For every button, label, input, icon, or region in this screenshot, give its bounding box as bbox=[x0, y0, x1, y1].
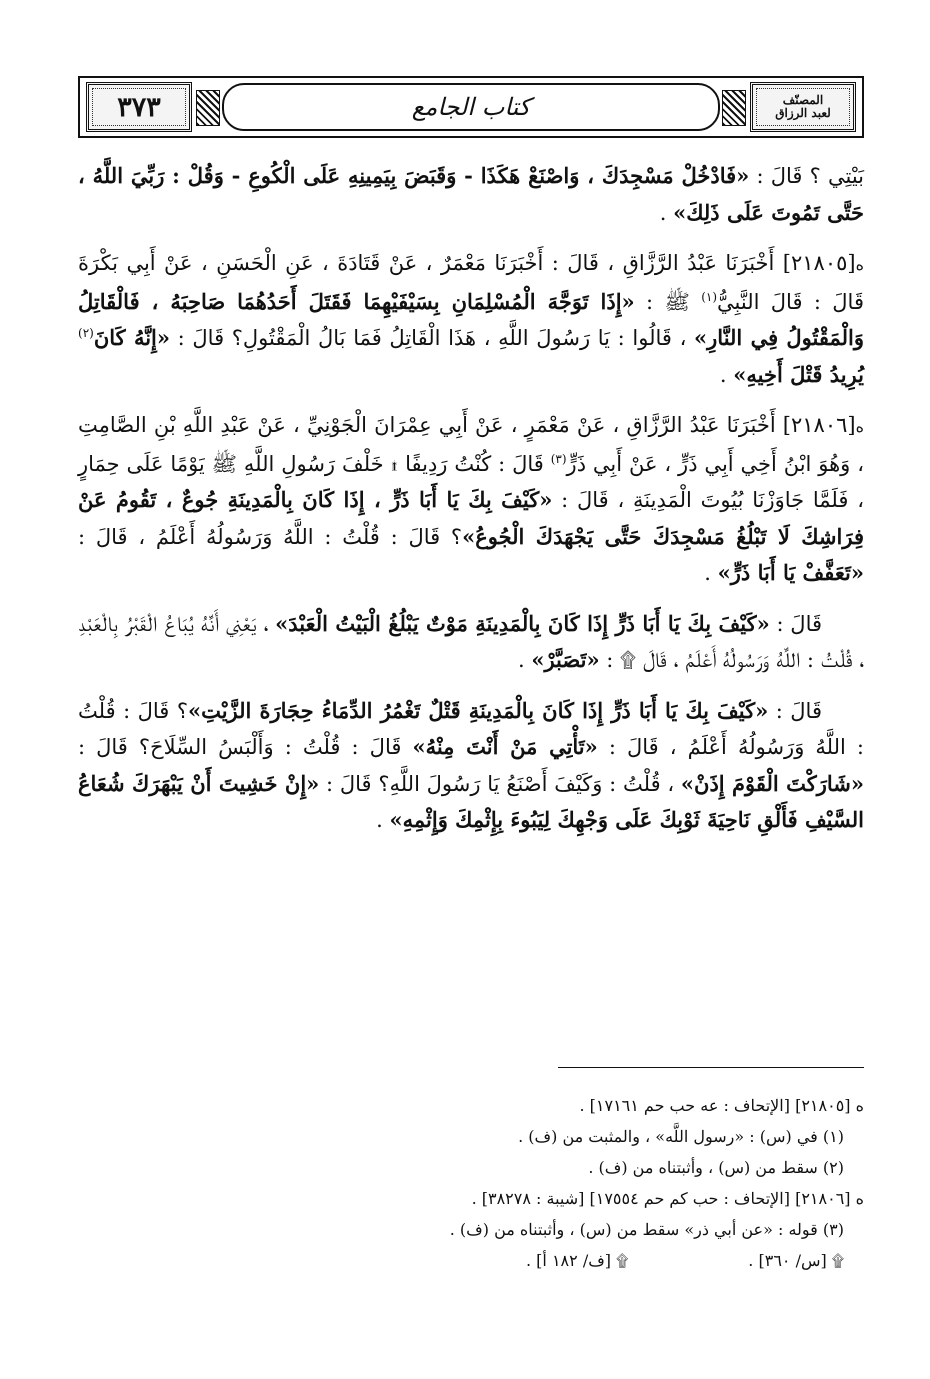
hadith-marker-icon: ە bbox=[855, 417, 864, 436]
running-title-frame bbox=[222, 83, 720, 131]
running-title: كتاب الجامع bbox=[411, 93, 531, 121]
footnotes bbox=[78, 1090, 864, 1276]
footnote-ref: (١) bbox=[701, 289, 718, 304]
book-emblem bbox=[750, 82, 856, 132]
paragraph-continuation: بَيْتِي ؟ قَالَ : «فَادْخُلْ مَسْجِدَكَ ، وَاصْنَعْ هَكَذَا - وَقَبَضَ بِيَمِينِهِ عَلَى الْكُوعِ - وَقُلْ : رَبِّيَ اللَّهُ ، حَتَّى تَمُوتَ عَلَى ذَلِكَ» . bbox=[78, 163, 864, 225]
ornament-knot-icon bbox=[722, 90, 746, 126]
hadith-21805: ە[٢١٨٠٥] أَخْبَرَنَا عَبْدُ الرَّزَّاقِ ، قَالَ : أَخْبَرَنَا مَعْمَرٌ ، عَنْ قَتَادَةَ ، عَنِ الْحَسَنِ ، عَنْ أَبِي بَكْرَةَ قَالَ : قَالَ النَّبِيُّ$^{(١)}$ ﷺ : «إِذَا تَوَجَّهَ الْمُسْلِمَانِ بِسَيْفَيْهِمَا فَقَتَلَ أَحَدُهُمَا صَاحِبَهُ ، فَالْقَاتِلُ وَالْمَقْتُولُ فِي النَّارِ» ، قَالُوا : يَا رَسُولَ اللَّهِ ، هَذَا الْقَاتِلُ فَمَا بَالُ الْمَقْتُولِ؟ قَالَ : «إِنَّهُ كَانَ$^{(٢)}$ يُرِيدُ قَتْلَ أَخِيهِ» . bbox=[78, 251, 864, 387]
manuscript-references bbox=[78, 1245, 864, 1276]
footnote-ref: (٣) bbox=[550, 451, 567, 466]
page-number: ٣٧٣ bbox=[117, 91, 161, 123]
hadith-marker-icon: ە bbox=[855, 255, 864, 274]
footnote-1: (١) في (س) : «رسول اللَّه» ، والمثبت من (ف) . bbox=[518, 1127, 844, 1146]
hadith-number: [٢١٨٠٥] bbox=[782, 251, 856, 275]
footnote-divider bbox=[558, 1067, 864, 1068]
page-header bbox=[78, 76, 864, 138]
footnote-source-21806: ە [٢١٨٠٦] [الإتحاف : حب كم حم ١٧٥٥٤] [شيبة : ٣٨٢٧٨] . bbox=[471, 1189, 864, 1208]
hadith-number: [٢١٨٠٦] bbox=[782, 413, 856, 437]
footnote-2: (٢) سقط من (س) ، وأثبتناه من (ف) . bbox=[588, 1158, 844, 1177]
ornament-knot-icon bbox=[196, 90, 220, 126]
paragraph-4: قَالَ : «كَيْفَ بِكَ يَا أَبَا ذَرٍّ إِذَا كَانَ بِالْمَدِينَةِ قَتْلٌ تَغْمُرُ الدِّمَاءُ حِجَارَةَ الزَّيْتِ»؟ قَالَ : قُلْتُ : اللَّهُ وَرَسُولُهُ أَعْلَمُ ، قَالَ : «تَأْتِي مَنْ أَنْتَ مِنْهُ» قَالَ : قُلْتُ : وَأَلْبَسُ السِّلَاحَ؟ قَالَ : «شَارَكْتَ الْقَوْمَ إِذَنْ» ، قُلْتُ : وَكَيْفَ أَصْنَعُ يَا رَسُولَ اللَّهِ؟ قَالَ : «إِنْ خَشِيتَ أَنْ يَبْهَرَكَ شُعَاعُ السَّيْفِ فَأَلْقِ نَاحِيَةَ ثَوْبِكَ عَلَى وَجْهِكَ لِيَبُوءَ بِإِثْمِكَ وَإِثْمِهِ» . bbox=[78, 697, 865, 832]
footnote-ref: (٢) bbox=[78, 326, 94, 340]
main-text bbox=[78, 158, 864, 839]
page-number-frame bbox=[86, 82, 192, 132]
book-emblem-text: المصنّف لعبد الرزاق bbox=[775, 93, 831, 120]
hadith-21806: ە[٢١٨٠٦] أَخْبَرَنَا عَبْدُ الرَّزَّاقِ ، عَنْ مَعْمَرٍ ، عَنْ أَبِي عِمْرَانَ الْجَوْنِيِّ ، عَنْ عَبْدِ اللَّهِ بْنِ الصَّامِتِ ، وَهُوَ ابْنُ أَخِي أَبِي ذَرٍّ ، عَنْ أَبِي ذَرٍّ$^{(٣)}$ قَالَ : كُنْتُ رَدِيفًا ۩ خَلْفَ رَسُولِ اللَّهِ ﷺ يَوْمًا عَلَى حِمَارٍ ، فَلَمَّا جَاوَزْنَا بُيُوتَ الْمَدِينَةِ ، قَالَ : «كَيْفَ بِكَ يَا أَبَا ذَرٍّ ، إِذَا كَانَ بِالْمَدِينَةِ جُوعٌ ، تَقُومُ عَنْ فِرَاشِكَ لَا تَبْلُغُ مَسْجِدَكَ حَتَّى يَجْهَدَكَ الْجُوعُ»؟ قَالَ : قُلْتُ : اللَّهُ وَرَسُولُهُ أَعْلَمُ ، قَالَ : «تَعَفَّفْ يَا أَبَا ذَرٍّ» . bbox=[78, 413, 864, 585]
manuscript-ref-s: ۩ [س/ ٣٦٠] . bbox=[748, 1251, 844, 1270]
manuscript-ref-f: ۩ [ف/ ١٨٢ أ] . bbox=[526, 1251, 629, 1270]
footnote-source-21805: ە [٢١٨٠٥] [الإتحاف : عه حب حم ١٧١٦١] . bbox=[579, 1096, 864, 1115]
paragraph-3: قَالَ : «كَيْفَ بِكَ يَا أَبَا ذَرٍّ إِذَا كَانَ بِالْمَدِينَةِ مَوْتٌ يَبْلُغُ الْبَيْتُ الْعَبْدَ» ، يَعْنِي أَنَّهُ يُبَاعُ الْقَبْرُ بِالْعَبْدِ ، قُلْتُ : اللَّهُ وَرَسُولُهُ أَعْلَمُ ، قَالَ ۩ : «تَصَبَّرْ» . bbox=[78, 610, 864, 672]
footnote-3: (٣) قوله : «عن أبي ذر» سقط من (س) ، وأثبتناه من (ف) . bbox=[449, 1220, 844, 1239]
